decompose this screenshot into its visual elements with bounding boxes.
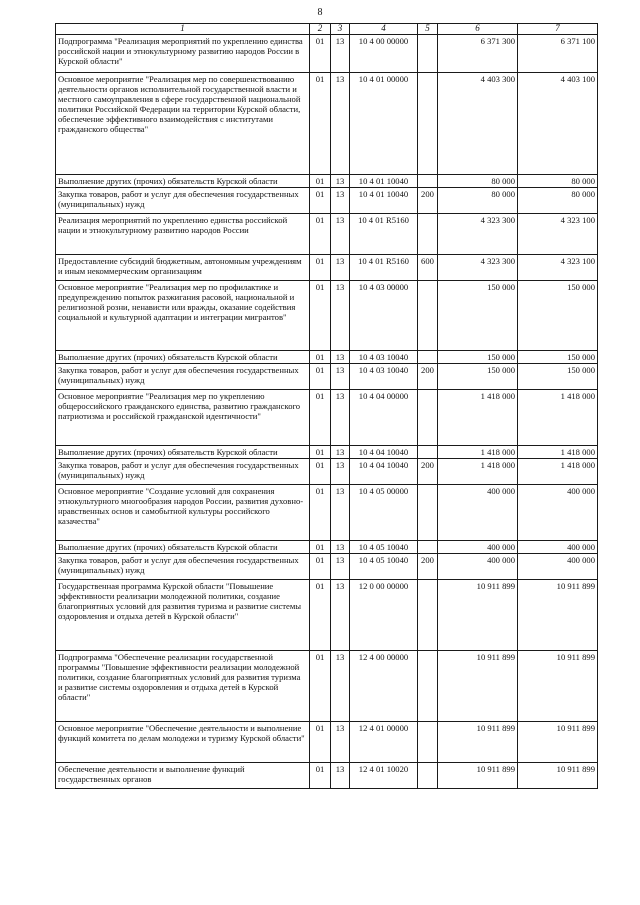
target-article-cell: 10 4 03 00000: [350, 281, 418, 351]
table-row: [56, 255, 598, 281]
table-row: [56, 175, 598, 188]
table-body: [56, 35, 598, 789]
column-header: 6: [438, 24, 518, 35]
amount-year2-cell: 4 403 100: [518, 73, 598, 175]
target-article-cell: 10 4 04 10040: [350, 459, 418, 485]
subsection-cell: 13: [331, 651, 350, 722]
section-cell: 01: [310, 390, 331, 446]
amount-year1-cell: 150 000: [438, 351, 518, 364]
amount-year1-cell: 80 000: [438, 188, 518, 214]
section-cell: 01: [310, 485, 331, 541]
table-row: [56, 281, 598, 351]
target-article-cell: 10 4 00 00000: [350, 35, 418, 73]
target-article-cell: 10 4 01 R5160: [350, 255, 418, 281]
amount-year2-cell: 150 000: [518, 364, 598, 390]
item-name-cell: Закупка товаров, работ и услуг для обеспечения государственных (муниципальных) нужд: [56, 364, 310, 390]
budget-table: [55, 23, 598, 789]
expense-type-cell: 200: [418, 364, 438, 390]
amount-year1-cell: 400 000: [438, 541, 518, 554]
amount-year2-cell: 10 911 899: [518, 580, 598, 651]
item-name-cell: Основное мероприятие "Реализация мер по укреплению общероссийского гражданского единства, развитию гражданского патриотизма и российской гражданской идентичности": [56, 390, 310, 446]
amount-year1-cell: 4 323 300: [438, 255, 518, 281]
amount-year2-cell: 80 000: [518, 175, 598, 188]
subsection-cell: 13: [331, 446, 350, 459]
expense-type-cell: [418, 541, 438, 554]
section-cell: 01: [310, 255, 331, 281]
subsection-cell: 13: [331, 390, 350, 446]
section-cell: 01: [310, 351, 331, 364]
table-row: [56, 390, 598, 446]
expense-type-cell: [418, 651, 438, 722]
target-article-cell: 10 4 01 00000: [350, 73, 418, 175]
subsection-cell: 13: [331, 580, 350, 651]
table-row: [56, 554, 598, 580]
target-article-cell: 10 4 05 10040: [350, 554, 418, 580]
item-name-cell: Государственная программа Курской области "Повышение эффективности реализации молодежной политики, создание благоприятных условий для развития туризма и развитие системы оздоровления и отдыха детей в Курской области": [56, 580, 310, 651]
item-name-cell: Основное мероприятие "Реализация мер по профилактике и предупреждению попыток разжигания расовой, национальной и религиозной розни, ненависти или вражды, оказание содействия социальной и культурной адаптации и интеграции мигрантов": [56, 281, 310, 351]
item-name-cell: Выполнение других (прочих) обязательств Курской области: [56, 351, 310, 364]
amount-year2-cell: 4 323 100: [518, 214, 598, 255]
table-row: [56, 722, 598, 763]
amount-year2-cell: 1 418 000: [518, 459, 598, 485]
subsection-cell: 13: [331, 722, 350, 763]
amount-year2-cell: 1 418 000: [518, 390, 598, 446]
section-cell: 01: [310, 364, 331, 390]
target-article-cell: 10 4 01 R5160: [350, 214, 418, 255]
column-header: 7: [518, 24, 598, 35]
target-article-cell: 10 4 03 10040: [350, 364, 418, 390]
amount-year2-cell: 150 000: [518, 281, 598, 351]
section-cell: 01: [310, 214, 331, 255]
table-row: [56, 763, 598, 789]
table-row: [56, 541, 598, 554]
subsection-cell: 13: [331, 281, 350, 351]
item-name-cell: Реализация мероприятий по укреплению единства российской нации и этнокультурному развитию народов России: [56, 214, 310, 255]
amount-year1-cell: 400 000: [438, 485, 518, 541]
item-name-cell: Основное мероприятие "Создание условий для сохранения этнокультурного многообразия народов России, развития духовно-нравственных основ и самобытной культуры российского казачества": [56, 485, 310, 541]
item-name-cell: Закупка товаров, работ и услуг для обеспечения государственных (муниципальных) нужд: [56, 554, 310, 580]
amount-year2-cell: 10 911 899: [518, 763, 598, 789]
amount-year1-cell: 6 371 300: [438, 35, 518, 73]
table-row: [56, 73, 598, 175]
target-article-cell: 10 4 03 10040: [350, 351, 418, 364]
amount-year1-cell: 1 418 000: [438, 459, 518, 485]
table-row: [56, 485, 598, 541]
amount-year1-cell: 80 000: [438, 175, 518, 188]
amount-year2-cell: 400 000: [518, 541, 598, 554]
target-article-cell: 10 4 01 10040: [350, 175, 418, 188]
expense-type-cell: [418, 580, 438, 651]
item-name-cell: Основное мероприятие "Обеспечение деятельности и выполнение функций комитета по делам молодежи и туризму Курской области": [56, 722, 310, 763]
section-cell: 01: [310, 188, 331, 214]
amount-year1-cell: 1 418 000: [438, 390, 518, 446]
column-header: 5: [418, 24, 438, 35]
expense-type-cell: 600: [418, 255, 438, 281]
expense-type-cell: 200: [418, 459, 438, 485]
target-article-cell: 12 4 00 00000: [350, 651, 418, 722]
subsection-cell: 13: [331, 73, 350, 175]
table-row: [56, 364, 598, 390]
subsection-cell: 13: [331, 554, 350, 580]
subsection-cell: 13: [331, 459, 350, 485]
section-cell: 01: [310, 35, 331, 73]
section-cell: 01: [310, 580, 331, 651]
table-row: [56, 446, 598, 459]
target-article-cell: 10 4 04 10040: [350, 446, 418, 459]
amount-year1-cell: 10 911 899: [438, 580, 518, 651]
item-name-cell: Закупка товаров, работ и услуг для обеспечения государственных (муниципальных) нужд: [56, 188, 310, 214]
subsection-cell: 13: [331, 351, 350, 364]
section-cell: 01: [310, 722, 331, 763]
amount-year1-cell: 10 911 899: [438, 651, 518, 722]
expense-type-cell: [418, 35, 438, 73]
amount-year2-cell: 4 323 100: [518, 255, 598, 281]
table-row: [56, 651, 598, 722]
subsection-cell: 13: [331, 255, 350, 281]
subsection-cell: 13: [331, 763, 350, 789]
amount-year2-cell: 10 911 899: [518, 651, 598, 722]
item-name-cell: Закупка товаров, работ и услуг для обеспечения государственных (муниципальных) нужд: [56, 459, 310, 485]
subsection-cell: 13: [331, 214, 350, 255]
amount-year2-cell: 6 371 100: [518, 35, 598, 73]
item-name-cell: Обеспечение деятельности и выполнение функций государственных органов: [56, 763, 310, 789]
expense-type-cell: [418, 214, 438, 255]
section-cell: 01: [310, 446, 331, 459]
target-article-cell: 10 4 04 00000: [350, 390, 418, 446]
expense-type-cell: [418, 281, 438, 351]
section-cell: 01: [310, 281, 331, 351]
expense-type-cell: [418, 446, 438, 459]
subsection-cell: 13: [331, 364, 350, 390]
section-cell: 01: [310, 73, 331, 175]
page-number: 8: [317, 7, 323, 18]
target-article-cell: 12 0 00 00000: [350, 580, 418, 651]
amount-year1-cell: 4 403 300: [438, 73, 518, 175]
table-row: [56, 35, 598, 73]
amount-year2-cell: 1 418 000: [518, 446, 598, 459]
expense-type-cell: 200: [418, 554, 438, 580]
target-article-cell: 10 4 01 10040: [350, 188, 418, 214]
table-row: [56, 459, 598, 485]
amount-year1-cell: 150 000: [438, 281, 518, 351]
amount-year1-cell: 150 000: [438, 364, 518, 390]
section-cell: 01: [310, 554, 331, 580]
item-name-cell: Предоставление субсидий бюджетным, автономным учреждениям и иным некоммерческим организациям: [56, 255, 310, 281]
item-name-cell: Подпрограмма "Реализация мероприятий по укреплению единства российской нации и этнокультурному развитию народов России в Курской области": [56, 35, 310, 73]
amount-year2-cell: 80 000: [518, 188, 598, 214]
section-cell: 01: [310, 651, 331, 722]
subsection-cell: 13: [331, 35, 350, 73]
target-article-cell: 10 4 05 10040: [350, 541, 418, 554]
table-row: [56, 188, 598, 214]
subsection-cell: 13: [331, 485, 350, 541]
amount-year2-cell: 150 000: [518, 351, 598, 364]
subsection-cell: 13: [331, 541, 350, 554]
section-cell: 01: [310, 541, 331, 554]
expense-type-cell: [418, 722, 438, 763]
table-row: [56, 580, 598, 651]
item-name-cell: Подпрограмма "Обеспечение реализации государственной программы "Повышение эффективности реализации молодежной политики, создание благоприятных условий для развития туризма и развитие системы оздоровления и отдыха детей в Курской области": [56, 651, 310, 722]
amount-year1-cell: 10 911 899: [438, 763, 518, 789]
column-header: 1: [56, 24, 310, 35]
amount-year2-cell: 400 000: [518, 485, 598, 541]
item-name-cell: Выполнение других (прочих) обязательств Курской области: [56, 541, 310, 554]
expense-type-cell: [418, 763, 438, 789]
amount-year1-cell: 10 911 899: [438, 722, 518, 763]
table-row: [56, 214, 598, 255]
section-cell: 01: [310, 459, 331, 485]
table-row: [56, 351, 598, 364]
subsection-cell: 13: [331, 175, 350, 188]
section-cell: 01: [310, 763, 331, 789]
item-name-cell: Выполнение других (прочих) обязательств Курской области: [56, 446, 310, 459]
amount-year2-cell: 400 000: [518, 554, 598, 580]
amount-year1-cell: 4 323 300: [438, 214, 518, 255]
column-header: 4: [350, 24, 418, 35]
item-name-cell: Выполнение других (прочих) обязательств Курской области: [56, 175, 310, 188]
expense-type-cell: 200: [418, 188, 438, 214]
column-header: 2: [310, 24, 331, 35]
expense-type-cell: [418, 175, 438, 188]
target-article-cell: 12 4 01 10020: [350, 763, 418, 789]
column-number-row: [56, 24, 598, 35]
expense-type-cell: [418, 390, 438, 446]
section-cell: 01: [310, 175, 331, 188]
amount-year1-cell: 400 000: [438, 554, 518, 580]
expense-type-cell: [418, 485, 438, 541]
item-name-cell: Основное мероприятие "Реализация мер по совершенствованию деятельности органов исполнительной государственной власти и местного самоуправления в сфере государственной национальной политики Российской Федерации на территории Курской области, обеспечение эффективного взаимодействия с институтами гражданского общества": [56, 73, 310, 175]
subsection-cell: 13: [331, 188, 350, 214]
column-header: 3: [331, 24, 350, 35]
amount-year1-cell: 1 418 000: [438, 446, 518, 459]
target-article-cell: 10 4 05 00000: [350, 485, 418, 541]
expense-type-cell: [418, 73, 438, 175]
amount-year2-cell: 10 911 899: [518, 722, 598, 763]
target-article-cell: 12 4 01 00000: [350, 722, 418, 763]
expense-type-cell: [418, 351, 438, 364]
